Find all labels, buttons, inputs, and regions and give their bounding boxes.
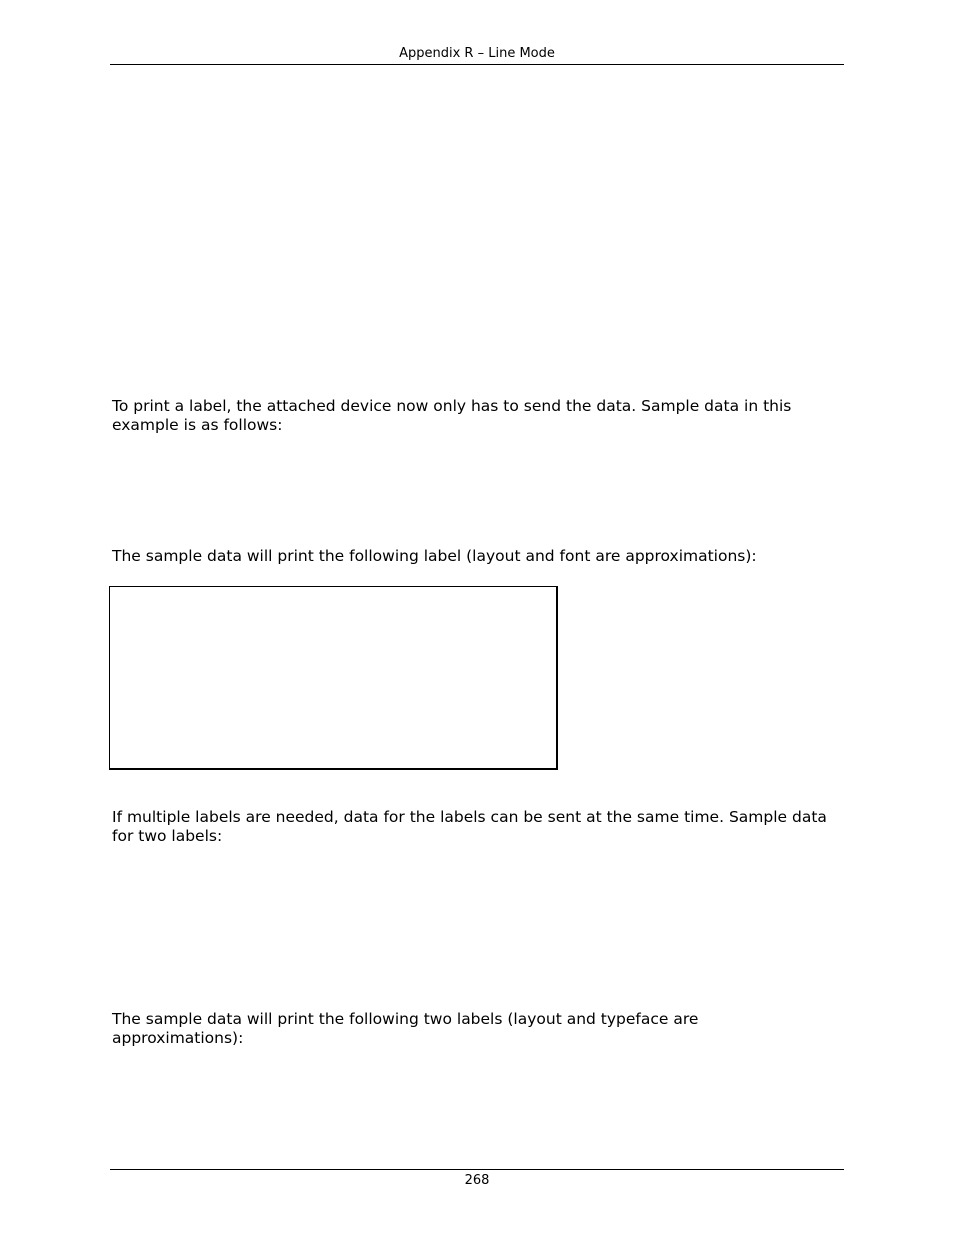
running-header: Appendix R – Line Mode [399,46,555,61]
paragraph-line: example is as follows: [112,416,283,434]
paragraph-line: To print a label, the attached device now only has to send the data. Sample data in this [112,397,792,415]
paragraph-line: The sample data will print the following two labels (layout and typeface are [112,1010,699,1028]
paragraph-line: The sample data will print the following label (layout and font are approximations): [112,547,757,565]
paragraph-line: approximations): [112,1029,244,1047]
paragraph-multiple-labels [112,808,844,846]
paragraph-two-labels [112,1010,844,1048]
paragraph-line: If multiple labels are needed, data for the labels can be sent at the same time. Sample data [112,808,827,826]
page-number: 268 [464,1173,490,1188]
paragraph-line: for two labels: [112,827,223,845]
paragraph-sample-label [112,547,844,566]
paragraph-send-data [112,397,844,435]
footer-rule [110,1169,844,1170]
header-rule [110,64,844,65]
label-preview-box [109,586,558,770]
